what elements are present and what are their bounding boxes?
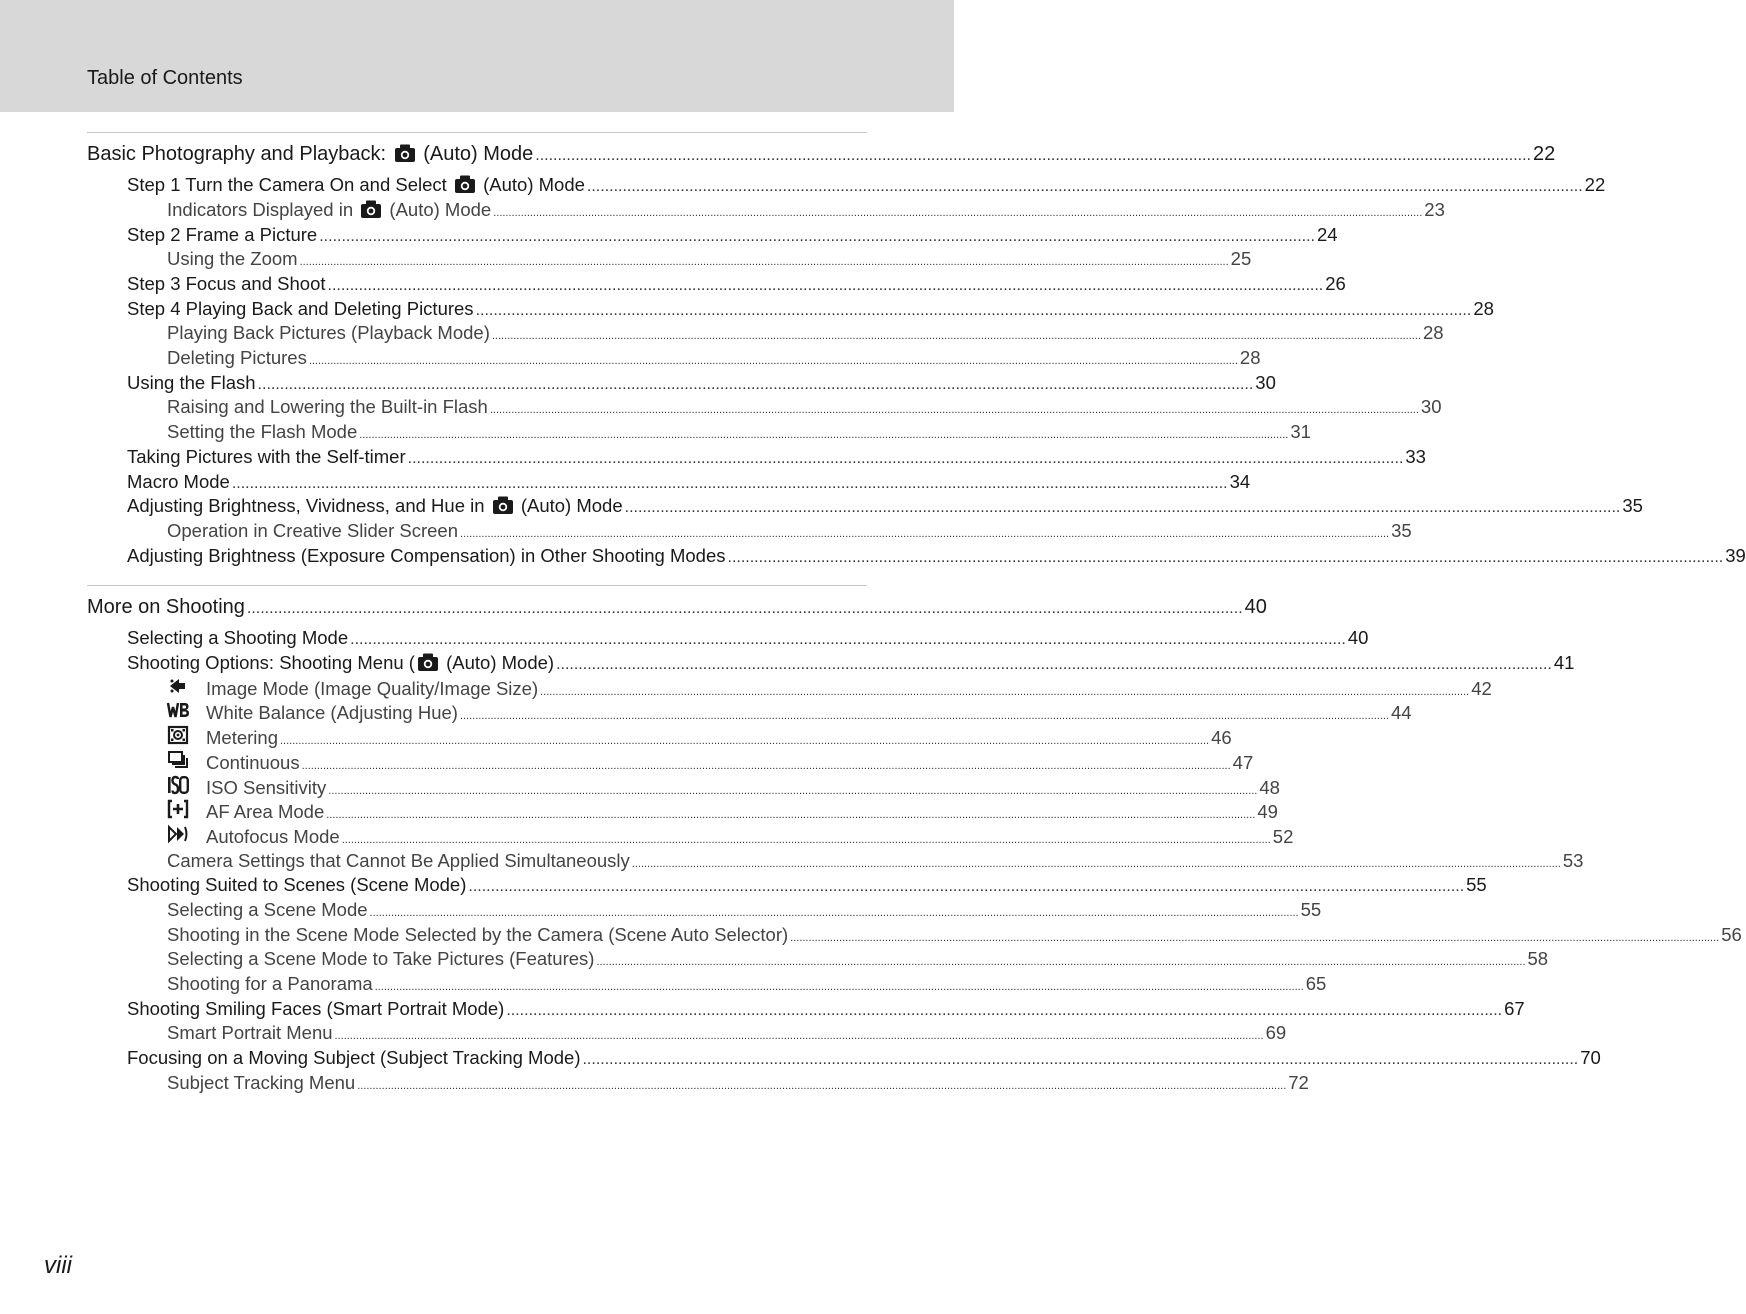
toc-page-number: 42 [1471,678,1492,699]
toc-entry-raising-flash[interactable] [167,396,1442,418]
section-divider [87,132,867,133]
toc-entry-shooting-menu[interactable] [127,652,1575,674]
toc-entry-smart-portrait-menu[interactable] [167,1022,1287,1044]
toc-page-number: 48 [1259,777,1280,798]
toc-page-number: 69 [1265,1022,1287,1043]
white-balance-icon [167,701,189,719]
auto-mode-camera-icon [394,143,416,163]
dot-leader: ................................................................................................................................................................................................................................ [350,631,1346,648]
toc-page-number: 44 [1391,702,1412,723]
toc-entry-label: Shooting Smiling Faces (Smart Portrait Mode) [127,998,505,1019]
toc-entry-continuous[interactable] [167,751,1254,774]
toc-entry-label [167,199,491,221]
toc-entry-label: Adjusting Brightness (Exposure Compensation) in Other Shooting Modes [127,545,726,566]
toc-entry-scene-mode[interactable] [127,874,1487,896]
toc-entry-subject-tracking-menu[interactable] [167,1072,1309,1094]
toc-entry-exposure-compensation[interactable] [127,545,1746,567]
toc-page-number: 41 [1553,652,1575,673]
toc-entry-label [167,751,300,774]
toc-page-number: 28 [1239,347,1261,368]
toc-entry-label: Step 4 Playing Back and Deleting Pictures [127,298,474,319]
toc-entry-step2[interactable] [127,224,1338,246]
toc-page-number: 55 [1466,874,1487,895]
toc-entry-flash-mode[interactable] [167,421,1311,443]
toc-page-number: 70 [1580,1047,1601,1068]
toc-page-number: 55 [1300,899,1322,920]
dot-leader: ................................................................................................................................................................................................................................................................................................................ [596,956,1526,968]
toc-entry-af-area-mode[interactable] [167,800,1278,823]
toc-entry-adjusting-brightness-auto[interactable] [127,495,1643,517]
toc-page-number: 35 [1391,520,1412,541]
toc-entry-label: Raising and Lowering the Built-in Flash [167,396,488,417]
toc-entry-using-flash[interactable] [127,372,1276,394]
toc-page-number: 39 [1725,545,1746,566]
toc-section-more-on-shooting[interactable] [87,596,1267,619]
toc-entry-selecting-shooting-mode[interactable] [127,627,1369,649]
toc-entry-deleting[interactable] [167,347,1261,369]
toc-entry-label: Selecting a Scene Mode to Take Pictures (Features) [167,948,595,969]
toc-entry-label-pre: Shooting Options: Shooting Menu ( [127,652,415,673]
toc-entry-label: Subject Tracking Menu [167,1072,356,1093]
toc-entry-label: Using the Zoom [167,248,298,269]
toc-entry-label: Selecting a Scene Mode [167,899,368,920]
dot-leader: ................................................................................................................................................................................................................................................................................................................ [357,1080,1287,1092]
toc-section-label-post: (Auto) Mode [417,143,534,165]
toc-entry-white-balance[interactable] [167,701,1412,724]
dot-leader: ................................................................................................................................................................................................................................................................................................................ [631,858,1561,870]
toc-entry-label: Smart Portrait Menu [167,1022,333,1043]
toc-page-number: 67 [1504,998,1525,1019]
dot-leader: ................................................................................................................................................................................................................................ [319,228,1315,245]
toc-entry-label [127,495,623,517]
af-area-icon [167,800,189,818]
dot-leader: ................................................................................................................................................................................................................................................................................................................ [326,809,1256,821]
toc-page-number: 22 [1584,174,1606,195]
image-mode-icon [167,677,189,695]
toc-page-number: 49 [1257,801,1278,822]
dot-leader: ................................................................................................................................................................................................................................................................................................................ [308,355,1238,367]
toc-page-number: 53 [1562,850,1584,871]
toc-entry-iso-sensitivity[interactable] [167,776,1280,799]
dot-leader: ................................................................................................................................................................................................................................................................................................................ [341,834,1271,846]
header-band [0,0,954,112]
toc-entry-label: Selecting a Shooting Mode [127,627,349,648]
toc-entry-label-text: Autofocus Mode [206,826,340,847]
autofocus-icon [167,825,189,843]
toc-entry-using-zoom[interactable] [167,248,1252,270]
dot-leader: ................................................................................................................................................................................................................................ [246,600,1243,617]
dot-leader: ................................................................................................................................................................................................................................ [506,1002,1503,1019]
toc-page-number: 40 [1244,596,1267,618]
dot-leader: ................................................................................................................................................................................................................................................................................................................ [790,932,1720,944]
toc-entry-label: Using the Flash [127,372,256,393]
toc-entry-label [167,701,458,724]
toc-entry-label-text: Continuous [206,752,300,773]
auto-mode-camera-icon [417,652,439,672]
toc-entry-indicators[interactable] [167,199,1445,221]
toc-entry-label [167,800,324,823]
toc-page-number: 25 [1230,248,1252,269]
dot-leader: ................................................................................................................................................................................................................................................................................................................ [460,528,1390,540]
toc-page-number: 46 [1211,727,1232,748]
toc-entry-label-post: (Auto) Mode [384,199,492,220]
toc-entry-label [167,677,538,700]
toc-entry-label [127,652,554,674]
toc-entry-label-post: (Auto) Mode [515,495,623,516]
dot-leader: ................................................................................................................................................................................................................................................................................................................ [359,429,1289,441]
toc-page-number: 23 [1424,199,1445,220]
toc-page-number: 40 [1347,627,1369,648]
toc-entry-image-mode[interactable] [167,677,1492,700]
toc-entry-label-pre: Step 1 Turn the Camera On and Select [127,174,452,195]
toc-entry-smart-portrait[interactable] [127,998,1525,1020]
toc-page-number: 47 [1232,752,1254,773]
toc-entry-label: Setting the Flash Mode [167,421,358,442]
toc-entry-step1[interactable] [127,174,1606,196]
toc-entry-label-text: AF Area Mode [206,801,325,822]
dot-leader: ................................................................................................................................................................................................................................................................................................................ [299,256,1229,268]
toc-page-number: 34 [1229,471,1251,492]
toc-entry-label [167,776,326,799]
dot-leader: ................................................................................................................................................................................................................................................................................................................ [328,785,1258,797]
dot-leader: ................................................................................................................................................................................................................................ [556,656,1552,673]
toc-entry-subject-tracking[interactable] [127,1047,1601,1069]
toc-page-number: 52 [1272,826,1294,847]
dot-leader: ................................................................................................................................................................................................................................ [231,475,1228,492]
auto-mode-camera-icon [454,174,476,194]
toc-entry-macro-mode[interactable] [127,471,1251,493]
toc-entry-step4[interactable] [127,298,1494,320]
toc-page-number: 22 [1533,143,1556,165]
toc-entry-label [167,825,340,848]
dot-leader: ................................................................................................................................................................................................................................................................................................................ [374,981,1304,993]
toc-page-number: 31 [1290,421,1311,442]
toc-entry-scene-features[interactable] [167,948,1549,970]
toc-page-number: 72 [1288,1072,1309,1093]
running-header-title: Table of Contents [87,67,243,89]
toc-entry-scene-auto-selector[interactable] [167,924,1742,946]
dot-leader: ................................................................................................................................................................................................................................ [257,376,1254,393]
continuous-icon [167,751,189,769]
dot-leader: ................................................................................................................................................................................................................................................................................................................ [279,735,1210,747]
toc-page-number: 28 [1473,298,1494,319]
toc-page-number: 56 [1721,924,1742,945]
toc-entry-label: Macro Mode [127,471,230,492]
toc-page-number: 26 [1325,273,1346,294]
toc-page-number: 30 [1420,396,1442,417]
toc-entry-selecting-scene-mode[interactable] [167,899,1322,921]
dot-leader: ................................................................................................................................................................................................................................ [582,1051,1579,1068]
toc-section-label [87,143,533,166]
toc-entry-autofocus-mode[interactable] [167,825,1294,848]
toc-entry-label-text: White Balance (Adjusting Hue) [206,702,458,723]
toc-entry-label: Deleting Pictures [167,347,307,368]
toc-page-number: 58 [1527,948,1549,969]
toc-section-label: More on Shooting [87,596,245,618]
dot-leader: ................................................................................................................................................................................................................................ [624,499,1621,516]
toc-entry-metering[interactable] [167,726,1232,749]
dot-leader: ................................................................................................................................................................................................................................................................................................................ [491,330,1421,342]
section-divider [87,585,867,586]
toc-entry-self-timer[interactable] [127,446,1426,468]
toc-entry-label [127,174,585,196]
toc-entry-label: Taking Pictures with the Self-timer [127,446,406,467]
iso-icon [167,776,189,794]
toc-entry-playing-back[interactable] [167,322,1444,344]
toc-entry-label-post: (Auto) Mode [477,174,585,195]
dot-leader: ................................................................................................................................................................................................................................ [727,549,1724,566]
metering-icon [167,726,189,744]
dot-leader: ................................................................................................................................................................................................................................ [468,878,1465,895]
toc-page-number: 24 [1316,224,1338,245]
toc-entry-label [167,726,278,749]
dot-leader: ................................................................................................................................................................................................................................................................................................................ [334,1030,1264,1042]
toc-entry-label-pre: Adjusting Brightness, Vividness, and Hue in [127,495,490,516]
toc-entry-label: Shooting in the Scene Mode Selected by the Camera (Scene Auto Selector) [167,924,789,945]
toc-page-number: 35 [1622,495,1643,516]
toc-entry-camera-settings[interactable] [167,850,1584,872]
auto-mode-camera-icon [492,495,514,515]
toc-entry-label: Operation in Creative Slider Screen [167,520,459,541]
toc-section-basic-photography[interactable] [87,143,1556,166]
toc-page-number: 33 [1405,446,1426,467]
dot-leader: ................................................................................................................................................................................................................................................................................................................ [489,404,1419,416]
toc-page-number: 65 [1305,973,1327,994]
dot-leader: ................................................................................................................................................................................................................................ [407,450,1404,467]
dot-leader: ................................................................................................................................................................................................................................................................................................................ [301,760,1231,772]
toc-entry-label: Step 2 Frame a Picture [127,224,318,245]
toc-entry-label-text: Image Mode (Image Quality/Image Size) [206,678,539,699]
toc-page-number: 28 [1422,322,1444,343]
toc-entry-label-post: (Auto) Mode) [440,652,555,673]
toc-entry-step3[interactable] [127,273,1346,295]
toc-entry-label: Shooting Suited to Scenes (Scene Mode) [127,874,467,895]
dot-leader: ................................................................................................................................................................................................................................ [586,178,1583,195]
toc-entry-label: Step 3 Focus and Shoot [127,273,326,294]
toc-section-label-pre: Basic Photography and Playback: [87,143,392,165]
toc-entry-panorama[interactable] [167,973,1327,995]
dot-leader: ................................................................................................................................................................................................................................................................................................................ [369,907,1299,919]
toc-entry-label-text: ISO Sensitivity [206,777,327,798]
dot-leader: ................................................................................................................................................................................................................................................................................................................ [540,686,1470,698]
auto-mode-camera-icon [360,199,382,219]
toc-entry-label-text: Metering [206,727,278,748]
toc-entry-label-pre: Indicators Displayed in [167,199,359,220]
toc-entry-label: Shooting for a Panorama [167,973,373,994]
dot-leader: ................................................................................................................................................................................................................................................................................................................ [459,710,1390,722]
dot-leader: ................................................................................................................................................................................................................................ [475,302,1472,319]
dot-leader: ................................................................................................................................................................................................................................................................................................................ [493,207,1423,219]
toc-page-number: 30 [1255,372,1276,393]
dot-leader: ................................................................................................................................................................................................................................ [327,277,1324,294]
dot-leader: ................................................................................................................................................................................................................................ [535,147,1531,164]
page-folio: viii [44,1252,72,1279]
toc-entry-label: Playing Back Pictures (Playback Mode) [167,322,490,343]
toc-entry-label: Camera Settings that Cannot Be Applied Simultaneously [167,850,630,871]
toc-entry-label: Focusing on a Moving Subject (Subject Tracking Mode) [127,1047,581,1068]
toc-entry-creative-slider[interactable] [167,520,1412,542]
